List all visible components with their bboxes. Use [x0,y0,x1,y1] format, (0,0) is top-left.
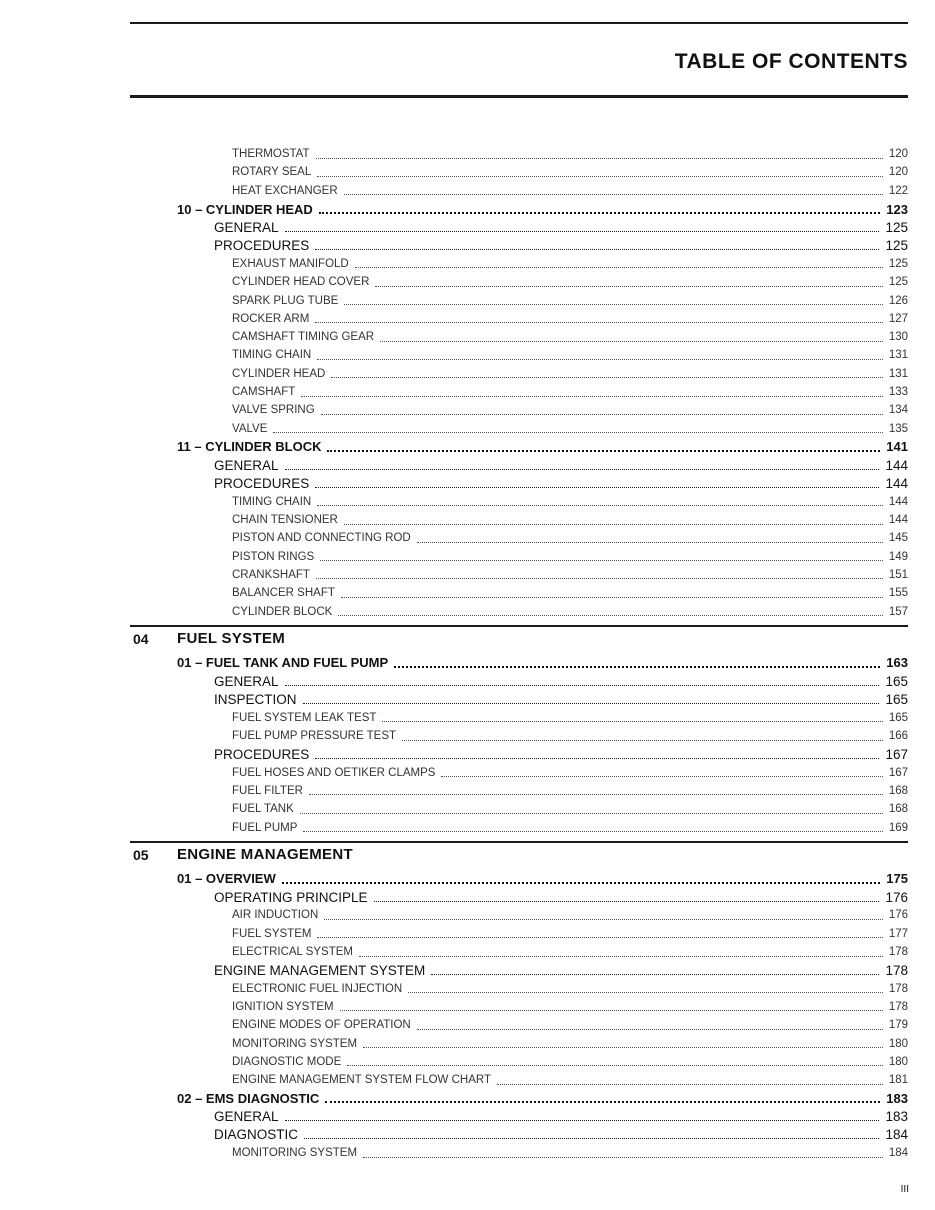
entry-label: FUEL SYSTEM [232,927,312,940]
dot-leader [359,956,883,957]
dot-leader [315,322,882,323]
dot-leader [331,377,883,378]
entry-label: SPARK PLUG TUBE [232,294,339,307]
sub-entry[interactable] [0,943,935,961]
entry-page: 178 [888,982,908,995]
entry-page: 133 [888,386,908,398]
dot-leader [317,176,883,177]
entry-page: 145 [888,532,908,545]
entry-label: CYLINDER HEAD [232,367,326,380]
sub-entry[interactable] [0,998,935,1016]
entry-label: VALVE [232,422,268,435]
entry-label: 01 – OVERVIEW [177,871,276,887]
entry-label: MONITORING SYSTEM [232,1147,358,1160]
sub-entry[interactable] [0,602,935,620]
entry-label: PROCEDURES [214,238,310,254]
entry-page: 131 [888,367,908,380]
main-entry[interactable] [0,236,935,254]
entry-label: ENGINE MANAGEMENT SYSTEM FLOW CHART [232,1074,491,1087]
entry-page: 183 [886,1090,908,1106]
main-entry[interactable] [0,690,935,708]
entry-label: CYLINDER HEAD COVER [232,276,370,289]
dot-leader [341,597,883,598]
dot-leader [285,685,880,686]
entry-page: 180 [888,1055,908,1068]
entry-page: 165 [885,691,908,707]
entry-page: 125 [888,257,908,270]
dot-leader [300,813,883,814]
entry-page: 184 [885,1127,908,1143]
dot-leader [315,487,879,488]
entry-label: ENGINE MODES OF OPERATION [232,1019,411,1032]
entry-label: CAMSHAFT TIMING GEAR [232,331,375,344]
sub-entry[interactable] [0,291,935,309]
sub-entry[interactable] [0,383,935,401]
section-title: FUEL SYSTEM [177,629,286,647]
entry-page: 165 [885,673,908,689]
entry-label: PISTON AND CONNECTING ROD [232,532,411,545]
entry-label: ENGINE MANAGEMENT SYSTEM [214,962,426,978]
sub-entry[interactable] [0,401,935,419]
entry-page: 125 [885,238,908,254]
entry-page: 141 [886,439,908,455]
dot-leader [304,1138,879,1139]
entry-label: GENERAL [214,673,279,689]
entry-label: ROTARY SEAL [232,166,312,179]
sub-entry[interactable] [0,419,935,437]
sub-entry[interactable] [0,979,935,997]
sub-entry[interactable] [0,800,935,818]
entry-page: 166 [888,730,908,743]
entry-label: MONITORING SYSTEM [232,1037,358,1050]
dot-leader [417,542,883,543]
dot-leader [363,1047,883,1048]
chapter-entry[interactable] [0,870,935,888]
entry-page: 144 [888,495,908,508]
entry-page: 175 [886,871,908,887]
entry-label: FUEL TANK [232,803,294,816]
entry-page: 135 [888,422,908,435]
chapter-entry[interactable] [0,1089,935,1107]
entry-label: GENERAL [214,219,279,235]
sub-entry[interactable] [0,328,935,346]
entry-page: 134 [888,404,908,417]
entry-label: CRANKSHAFT [232,568,310,581]
entry-page: 165 [888,711,908,724]
sub-entry[interactable] [0,145,935,163]
entry-page: 167 [888,766,908,779]
dot-leader [344,194,883,195]
section-number: 04 [133,630,149,647]
chapter-entry[interactable] [0,654,935,672]
entry-label: 11 – CYLINDER BLOCK [177,439,322,455]
entry-label: IGNITION SYSTEM [232,1000,334,1013]
entry-label: VALVE SPRING [232,404,315,417]
dot-leader [340,1010,883,1011]
entry-page: 155 [888,587,908,600]
entry-page: 167 [885,746,908,762]
page-number: III [900,1184,909,1195]
sub-entry[interactable] [0,310,935,328]
dot-leader [338,615,882,616]
entry-label: OPERATING PRINCIPLE [214,889,368,905]
dot-leader [321,414,883,415]
entry-label: CHAIN TENSIONER [232,514,338,527]
dot-leader [327,450,880,452]
sub-entry[interactable] [0,1053,935,1071]
main-entry[interactable] [0,672,935,690]
entry-label: 02 – EMS DIAGNOSTIC [177,1090,320,1106]
entry-page: 178 [885,962,908,978]
dot-leader [316,158,883,159]
dot-leader [317,505,883,506]
main-entry[interactable] [0,474,935,492]
dot-leader [374,901,880,902]
entry-page: 163 [886,655,908,671]
dot-leader [285,231,880,232]
dot-leader [417,1029,883,1030]
entry-page: 131 [888,349,908,362]
main-entry[interactable] [0,218,935,236]
main-entry[interactable] [0,888,935,906]
entry-label: DIAGNOSTIC MODE [232,1055,342,1068]
entry-label: PROCEDURES [214,475,310,491]
dot-leader [380,341,883,342]
dot-leader [285,469,880,470]
entry-page: 120 [888,148,908,161]
sub-entry[interactable] [0,255,935,273]
entry-label: ROCKER ARM [232,312,310,325]
entry-page: 122 [888,184,908,197]
entry-label: GENERAL [214,1109,279,1125]
sub-entry[interactable] [0,346,935,364]
sub-entry[interactable] [0,1071,935,1089]
entry-label: 10 – CYLINDER HEAD [177,201,313,217]
entry-page: 123 [886,201,908,217]
dot-leader [363,1157,883,1158]
entry-label: FUEL HOSES AND OETIKER CLAMPS [232,766,436,779]
entry-page: 178 [888,946,908,959]
dot-leader [344,304,883,305]
dot-leader [303,831,882,832]
entry-label: INSPECTION [214,691,297,707]
dot-leader [394,666,880,668]
entry-page: 178 [888,1000,908,1013]
entry-label: THERMOSTAT [232,148,310,161]
entry-label: FUEL PUMP [232,821,298,834]
entry-label: TIMING CHAIN [232,349,312,362]
entry-page: 184 [888,1147,908,1160]
main-entry[interactable] [0,745,935,763]
dot-leader [402,740,883,741]
main-entry[interactable] [0,1126,935,1144]
entry-label: ELECTRONIC FUEL INJECTION [232,982,403,995]
chapter-entry[interactable] [0,200,935,218]
section-header [130,625,908,654]
entry-label: HEAT EXCHANGER [232,184,338,197]
title-rule [130,95,908,98]
entry-page: 168 [888,803,908,816]
entry-label: DIAGNOSTIC [214,1127,299,1143]
top-rule [130,22,908,24]
sub-entry[interactable] [0,566,935,584]
sub-entry[interactable] [0,1034,935,1052]
entry-page: 179 [888,1019,908,1032]
entry-page: 149 [888,550,908,563]
entry-label: GENERAL [214,457,279,473]
sub-entry[interactable] [0,1144,935,1162]
dot-leader [344,524,883,525]
dot-leader [309,794,883,795]
sub-entry[interactable] [0,273,935,291]
entry-label: FUEL FILTER [232,784,303,797]
entry-page: 181 [888,1074,908,1087]
main-entry[interactable] [0,961,935,979]
dot-leader [315,758,879,759]
dot-leader [317,359,883,360]
main-entry[interactable] [0,456,935,474]
sub-entry[interactable] [0,493,935,511]
sub-entry[interactable] [0,906,935,924]
dot-leader [301,396,883,397]
entry-page: 176 [888,909,908,922]
dot-leader [324,919,883,920]
entry-label: FUEL SYSTEM LEAK TEST [232,711,377,724]
entry-page: 180 [888,1037,908,1050]
entry-page: 168 [888,784,908,797]
sub-entry[interactable] [0,548,935,566]
dot-leader [325,1101,880,1103]
entry-label: TIMING CHAIN [232,495,312,508]
entry-label: AIR INDUCTION [232,909,319,922]
entry-label: 01 – FUEL TANK AND FUEL PUMP [177,655,389,671]
dot-leader [285,1120,880,1121]
entry-page: 151 [888,568,908,581]
dot-leader [315,249,879,250]
dot-leader [317,937,882,938]
page-title: TABLE OF CONTENTS [674,50,908,73]
entry-page: 126 [888,294,908,307]
section-header [130,841,908,870]
sub-entry[interactable] [0,818,935,836]
dot-leader [282,882,881,884]
entry-page: 169 [888,821,908,834]
section-title: ENGINE MANAGEMENT [177,845,353,863]
entry-page: 144 [885,457,908,473]
entry-label: CYLINDER BLOCK [232,605,333,618]
entry-page: 144 [885,475,908,491]
entry-label: ELECTRICAL SYSTEM [232,946,353,959]
dot-leader [320,560,883,561]
entry-label: CAMSHAFT [232,386,296,398]
sub-entry[interactable] [0,764,935,782]
dot-leader [347,1065,883,1066]
entry-label: PROCEDURES [214,746,310,762]
table-of-contents [0,145,935,1162]
entry-page: 157 [888,605,908,618]
sub-entry[interactable] [0,782,935,800]
entry-label: EXHAUST MANIFOLD [232,257,349,270]
entry-page: 183 [885,1109,908,1125]
sub-entry[interactable] [0,511,935,529]
sub-entry[interactable] [0,163,935,181]
entry-page: 120 [888,166,908,179]
dot-leader [319,212,880,214]
dot-leader [273,432,882,433]
sub-entry[interactable] [0,1016,935,1034]
entry-page: 130 [888,331,908,344]
main-entry[interactable] [0,1108,935,1126]
section-number: 05 [133,846,149,863]
sub-entry[interactable] [0,709,935,727]
chapter-entry[interactable] [0,438,935,456]
entry-page: 125 [888,276,908,289]
entry-page: 127 [888,312,908,325]
sub-entry[interactable] [0,584,935,602]
entry-label: PISTON RINGS [232,550,315,563]
dot-leader [431,974,879,975]
dot-leader [408,992,883,993]
dot-leader [303,703,880,704]
dot-leader [382,721,882,722]
entry-page: 177 [888,927,908,940]
sub-entry[interactable] [0,365,935,383]
entry-page: 125 [885,219,908,235]
sub-entry[interactable] [0,925,935,943]
dot-leader [497,1084,883,1085]
dot-leader [375,286,882,287]
dot-leader [316,578,883,579]
sub-entry[interactable] [0,182,935,200]
dot-leader [355,267,883,268]
sub-entry[interactable] [0,529,935,547]
dot-leader [441,776,882,777]
entry-page: 176 [885,889,908,905]
entry-label: BALANCER SHAFT [232,587,335,600]
entry-page: 144 [888,514,908,527]
entry-label: FUEL PUMP PRESSURE TEST [232,730,397,743]
sub-entry[interactable] [0,727,935,745]
